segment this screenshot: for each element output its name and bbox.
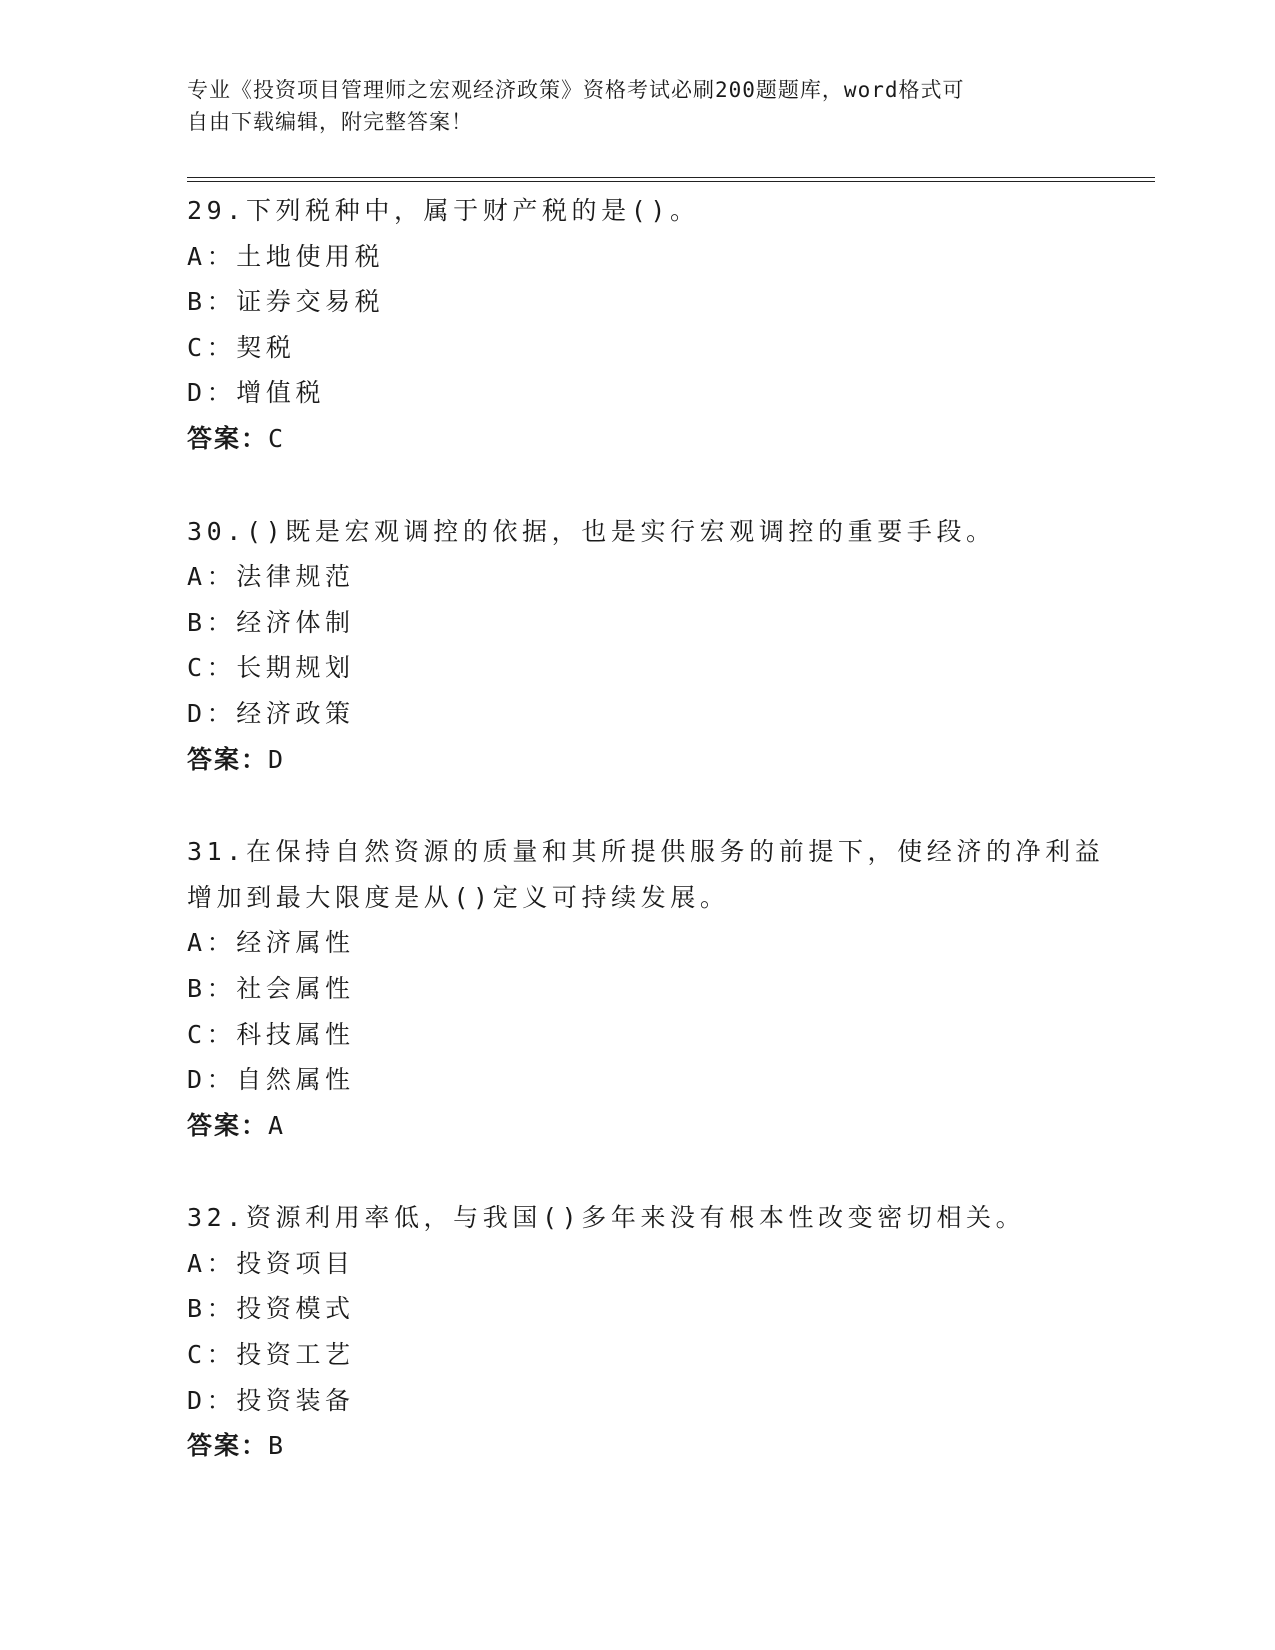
answer-value: A — [268, 1110, 286, 1140]
answer-value: C — [268, 423, 286, 453]
option-c: C：科技属性 — [187, 1019, 355, 1049]
answer-row — [187, 1103, 1087, 1149]
question-30 — [187, 509, 1087, 783]
option-a: A：经济属性 — [187, 928, 355, 958]
question-29 — [187, 188, 1087, 462]
option-a: A：土地使用税 — [187, 241, 385, 271]
answer-row — [187, 416, 1087, 462]
answer-label: 答案： — [187, 1431, 269, 1461]
question-list — [187, 188, 1105, 1516]
option-d: D：增值税 — [187, 378, 326, 408]
option-b: B：证券交易税 — [187, 287, 385, 317]
option-c: C：长期规划 — [187, 653, 355, 683]
answer-row — [187, 1423, 1087, 1469]
answer-label: 答案： — [187, 744, 269, 774]
document-header — [187, 74, 1067, 138]
option-b: B：投资模式 — [187, 1294, 355, 1324]
question-stem: 30.()既是宏观调控的依据，也是实行宏观调控的重要手段。 — [187, 516, 996, 546]
question-32 — [187, 1195, 1087, 1469]
option-d: D：投资装备 — [187, 1385, 355, 1415]
answer-label: 答案： — [187, 423, 269, 453]
option-c: C：投资工艺 — [187, 1340, 355, 1370]
option-d: D：经济政策 — [187, 698, 355, 728]
option-b: B：社会属性 — [187, 973, 355, 1003]
question-31 — [187, 829, 1105, 1148]
answer-value: B — [268, 1431, 286, 1461]
question-stem-line-1: 31.在保持自然资源的质量和其所提供服务的前提下，使经济的净利益 — [187, 837, 1105, 867]
option-d: D：自然属性 — [187, 1065, 355, 1095]
option-a: A：法律规范 — [187, 562, 355, 592]
question-stem: 29.下列税种中，属于财产税的是()。 — [187, 196, 700, 225]
header-line-1: 专业《投资项目管理师之宏观经济政策》资格考试必刷200题题库，word格式可 — [187, 78, 965, 102]
question-stem-line-2: 增加到最大限度是从()定义可持续发展。 — [187, 882, 730, 912]
option-c: C：契税 — [187, 332, 296, 362]
option-b: B：经济体制 — [187, 607, 355, 637]
header-line-2: 自由下载编辑，附完整答案！ — [187, 110, 473, 134]
answer-value: D — [268, 744, 286, 774]
answer-row — [187, 737, 1087, 783]
header-divider-top — [187, 177, 1155, 178]
question-stem: 32.资源利用率低，与我国()多年来没有根本性改变密切相关。 — [187, 1203, 1026, 1233]
answer-label: 答案： — [187, 1110, 269, 1140]
header-divider-bottom — [187, 181, 1155, 182]
option-a: A：投资项目 — [187, 1248, 355, 1278]
